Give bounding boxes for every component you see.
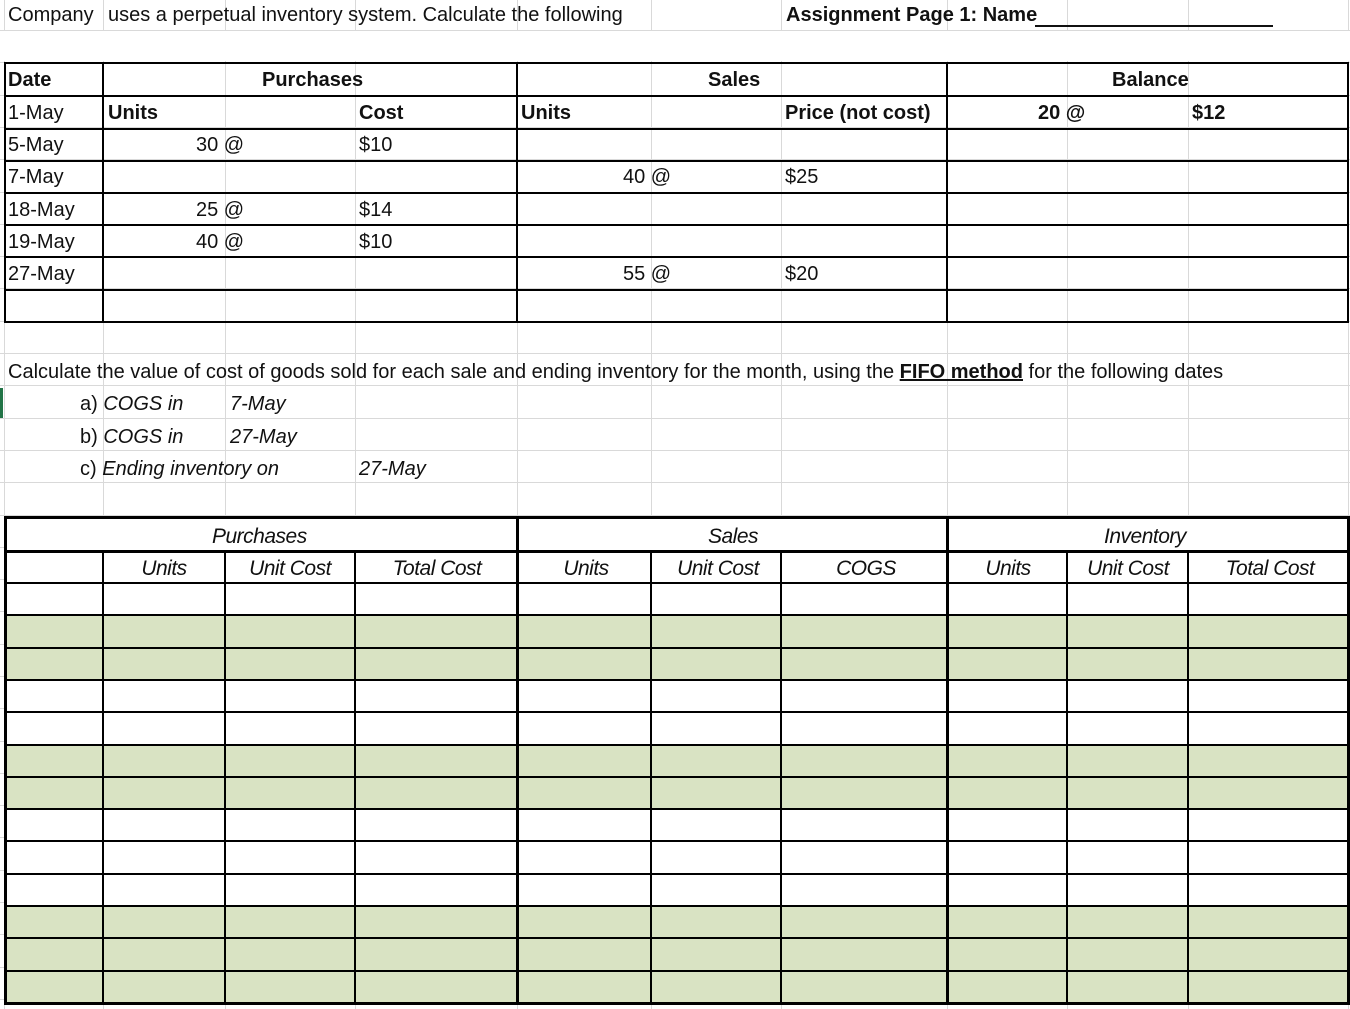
t1-s-price-header: Price (not cost) <box>785 102 931 124</box>
t1-border <box>102 62 104 323</box>
t2-col-unit-cost: Unit Cost <box>677 557 759 580</box>
t2-border <box>102 550 104 1005</box>
name-blank-line[interactable] <box>1035 25 1273 27</box>
t1-s-units: 55 @ <box>623 263 672 285</box>
intro-company: Company <box>8 4 94 26</box>
t2-row[interactable] <box>5 971 1348 1003</box>
t1-sales-header: Sales <box>708 69 761 91</box>
t1-date: 27-May <box>8 263 75 285</box>
t1-p-cost: $10 <box>359 231 393 253</box>
t1-cell[interactable] <box>948 130 1347 160</box>
t1-p-units: 25 @ <box>196 199 245 221</box>
gridline <box>0 450 1350 451</box>
item-a-label: a) <box>80 393 98 415</box>
fifo-method-emphasis: FIFO method <box>899 361 1023 383</box>
assignment-title: Assignment Page 1: Name <box>786 4 1038 26</box>
t2-border <box>780 550 782 1005</box>
t1-p-cost: $10 <box>359 134 393 156</box>
t1-cell[interactable] <box>948 97 1347 128</box>
t1-cell[interactable] <box>518 291 946 321</box>
t2-border <box>946 516 949 1005</box>
t2-row[interactable] <box>5 745 1348 777</box>
gridline <box>0 353 1350 354</box>
t2-row[interactable] <box>5 938 1348 970</box>
t1-border <box>4 95 1349 97</box>
t2-border <box>224 550 226 1005</box>
t2-row[interactable] <box>5 680 1348 712</box>
t1-cell[interactable] <box>104 97 516 128</box>
t1-border <box>4 289 1349 291</box>
t1-cell[interactable] <box>518 258 946 289</box>
t1-s-price: $20 <box>785 263 819 285</box>
t1-p-cost: $14 <box>359 199 393 221</box>
t2-row[interactable] <box>5 648 1348 680</box>
t1-p-units: 40 @ <box>196 231 245 253</box>
t2-row[interactable] <box>5 874 1348 906</box>
t2-col-total-cost: Total Cost <box>392 557 482 580</box>
t1-cell[interactable] <box>104 162 516 192</box>
t2-border <box>4 776 1349 778</box>
item-a-date: 7-May <box>230 393 286 415</box>
t2-inventory-header: Inventory <box>1104 525 1186 548</box>
t1-s-units: 40 @ <box>623 166 672 188</box>
t2-border <box>4 516 7 1005</box>
t1-cell[interactable] <box>104 226 516 256</box>
t2-col-units: Units <box>141 557 187 580</box>
t2-border <box>4 937 1349 939</box>
item-b <box>80 425 183 449</box>
active-cell-marker <box>0 388 3 418</box>
t2-border <box>4 516 1349 519</box>
t1-cell[interactable] <box>518 130 946 160</box>
t1-border <box>4 160 1349 162</box>
t1-purchases-header: Purchases <box>262 69 364 91</box>
t2-row[interactable] <box>5 906 1348 938</box>
t2-row[interactable] <box>5 777 1348 809</box>
t2-border <box>4 1002 1349 1005</box>
t2-col-unit-cost: Unit Cost <box>1087 557 1169 580</box>
t1-cell[interactable] <box>948 226 1347 256</box>
t2-border <box>516 516 519 1005</box>
t2-border <box>4 582 1349 584</box>
t2-purchases-header: Purchases <box>212 525 307 548</box>
t1-cell[interactable] <box>948 291 1347 321</box>
t2-sales-header: Sales <box>708 525 759 548</box>
t2-border <box>354 550 356 1005</box>
t1-border <box>4 224 1349 226</box>
t2-border <box>1066 550 1068 1005</box>
t1-border <box>4 321 1349 323</box>
intro-text: uses a perpetual inventory system. Calculate the following <box>108 4 623 26</box>
t2-row[interactable] <box>5 712 1348 744</box>
item-c-date: 27-May <box>359 458 426 480</box>
item-c <box>80 457 279 481</box>
item-c-label: c) <box>80 458 97 480</box>
t1-b-units: 20 @ <box>1038 102 1086 124</box>
t1-cell[interactable] <box>104 130 516 160</box>
t2-border <box>4 970 1349 972</box>
blank-row <box>0 31 1350 61</box>
t2-border <box>4 679 1349 681</box>
t2-col-cogs: COGS <box>836 557 896 580</box>
t1-cell[interactable] <box>6 291 102 321</box>
t1-b-cost: $12 <box>1192 102 1226 124</box>
t1-cell[interactable] <box>518 226 946 256</box>
t1-cell[interactable] <box>104 258 516 289</box>
gridline <box>0 482 1350 483</box>
t1-p-cost-header: Cost <box>359 102 404 124</box>
t1-date: 7-May <box>8 166 64 188</box>
t1-p-units: 30 @ <box>196 134 245 156</box>
t2-col-units: Units <box>985 557 1031 580</box>
t1-s-price: $25 <box>785 166 819 188</box>
t2-border <box>1187 550 1189 1005</box>
t2-border <box>4 744 1349 746</box>
t1-p-units-header: Units <box>108 102 158 124</box>
t1-date: 5-May <box>8 134 64 156</box>
t2-row[interactable] <box>5 809 1348 841</box>
t1-border <box>4 62 6 323</box>
t1-cell[interactable] <box>518 194 946 224</box>
instructions-post: for the following dates <box>1023 361 1224 383</box>
t1-cell[interactable] <box>948 258 1347 289</box>
t2-row[interactable] <box>5 615 1348 647</box>
t2-border <box>4 614 1349 616</box>
item-c-text: Ending inventory on <box>102 458 280 480</box>
gridline <box>0 418 1350 419</box>
t2-border <box>4 550 1349 553</box>
t1-cell[interactable] <box>518 162 946 192</box>
item-b-label: b) <box>80 426 98 448</box>
item-b-text: COGS in <box>103 426 184 448</box>
t2-border <box>4 873 1349 875</box>
t2-border <box>4 647 1349 649</box>
item-a-text: COGS in <box>103 393 184 415</box>
t1-cell[interactable] <box>948 194 1347 224</box>
item-b-date: 27-May <box>230 426 297 448</box>
t1-cell[interactable] <box>104 291 516 321</box>
t2-border <box>4 905 1349 907</box>
t1-cell[interactable] <box>948 162 1347 192</box>
t1-date: 19-May <box>8 231 75 253</box>
gridline <box>0 385 1350 386</box>
item-a <box>80 392 183 416</box>
t1-border <box>516 62 518 323</box>
t1-balance-header: Balance <box>1112 69 1189 91</box>
t2-row[interactable] <box>5 583 1348 615</box>
t2-border <box>4 808 1349 810</box>
t1-date: 1-May <box>8 102 64 124</box>
t1-border <box>4 128 1349 130</box>
t1-date-header: Date <box>8 69 52 91</box>
t2-col-units: Units <box>563 557 609 580</box>
t1-border <box>4 256 1349 258</box>
t2-border <box>650 550 652 1005</box>
t2-border <box>4 840 1349 842</box>
t2-border <box>4 711 1349 713</box>
t1-border <box>1347 62 1349 323</box>
t1-border <box>4 192 1349 194</box>
t1-date: 18-May <box>8 199 75 221</box>
instructions-line <box>8 360 1223 384</box>
t2-col-total-cost: Total Cost <box>1225 557 1315 580</box>
t1-s-units-header: Units <box>521 102 571 124</box>
instructions-pre: Calculate the value of cost of goods sold for each sale and ending inventory for the month, using the <box>8 361 900 383</box>
t2-col-unit-cost: Unit Cost <box>249 557 331 580</box>
t1-cell[interactable] <box>104 194 516 224</box>
t2-row[interactable] <box>5 841 1348 873</box>
t1-border <box>946 62 948 323</box>
t1-border <box>4 62 1349 64</box>
